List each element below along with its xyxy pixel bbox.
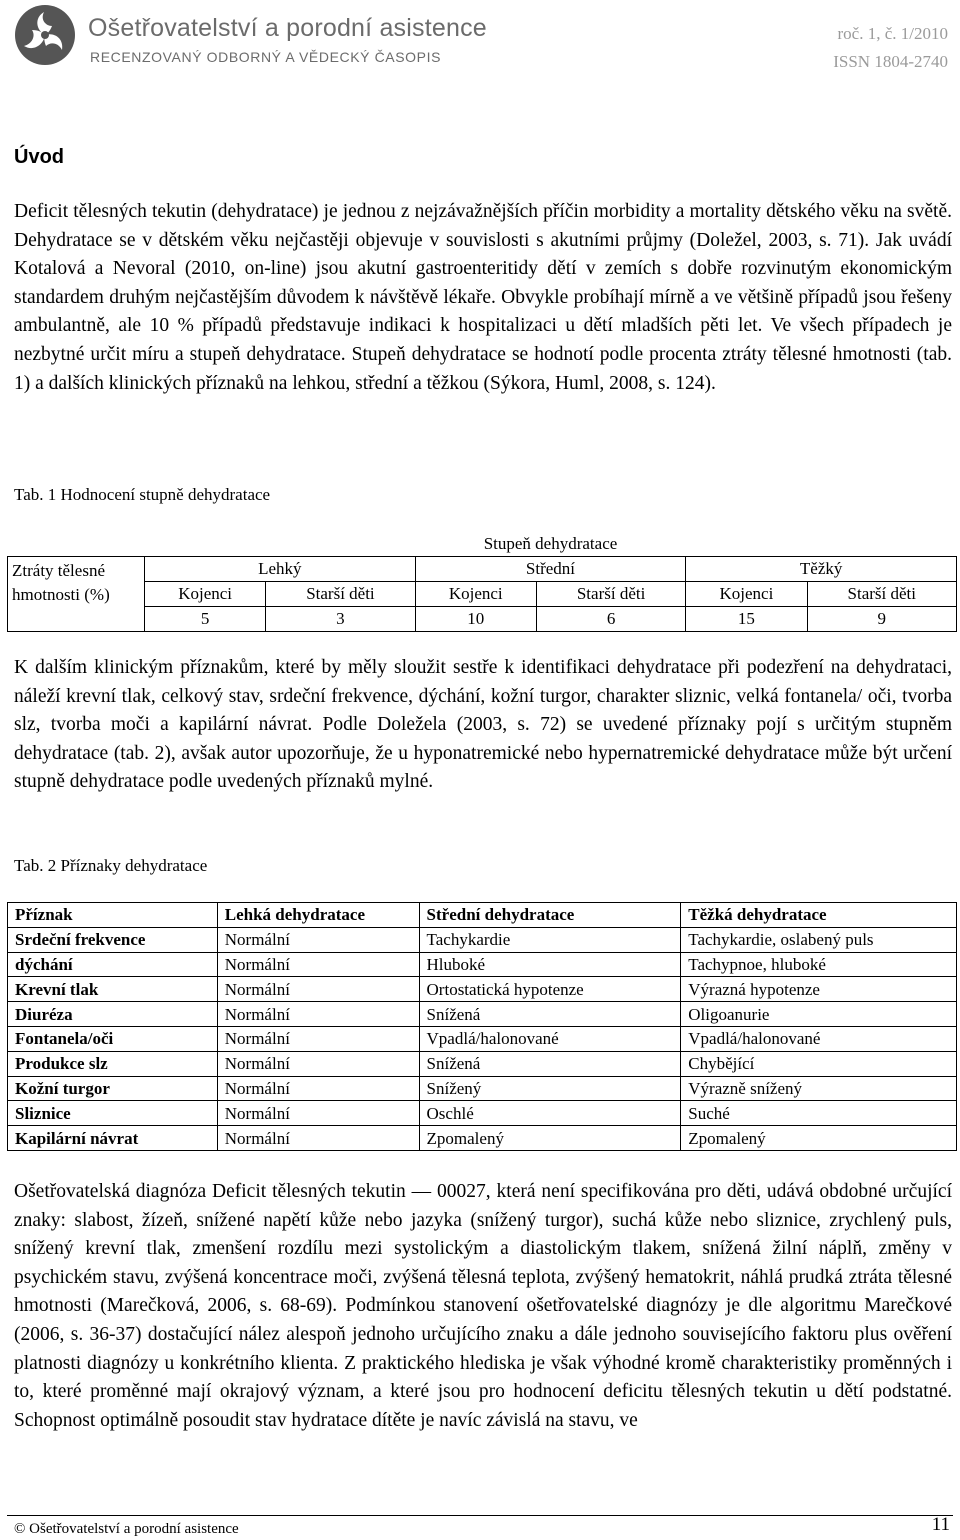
- table-row: [8, 952, 957, 977]
- dehydration-degree-table: [7, 531, 957, 632]
- symptom-cell: Krevní tlak: [8, 977, 218, 1002]
- column-header: Příznak: [8, 903, 218, 928]
- value-cell: 9: [807, 606, 956, 631]
- table-cell: Normální: [217, 1026, 419, 1051]
- table1-caption: Tab. 1 Hodnocení stupně dehydratace: [14, 485, 271, 504]
- subheader-cell: Starší děti: [536, 581, 685, 606]
- table-cell: Normální: [217, 1002, 419, 1027]
- symptom-cell: Srdeční frekvence: [8, 927, 218, 952]
- subheader-cell: Kojenci: [415, 581, 536, 606]
- value-cell: 5: [145, 606, 266, 631]
- table-cell: Ortostatická hypotenze: [419, 977, 681, 1002]
- page-number: 11: [931, 1514, 950, 1535]
- table-cell: Normální: [217, 977, 419, 1002]
- table-cell: Normální: [217, 952, 419, 977]
- subheader-cell: Kojenci: [686, 581, 807, 606]
- table-cell: Zpomalený: [419, 1126, 681, 1151]
- journal-title: Ošetřovatelství a porodní asistence: [88, 14, 487, 42]
- table-row-label: [8, 556, 145, 631]
- symptom-cell: Diuréza: [8, 1002, 218, 1027]
- journal-header: [0, 0, 960, 80]
- table-cell: Tachykardie: [419, 927, 681, 952]
- level-header: Střední: [415, 556, 686, 581]
- section-title: Úvod: [14, 146, 64, 168]
- table-cell: Hluboké: [419, 952, 681, 977]
- table-row: [8, 1126, 957, 1151]
- column-header: Lehká dehydratace: [217, 903, 419, 928]
- issue-number: roč. 1, č. 1/2010: [837, 24, 948, 43]
- table2-caption: Tab. 2 Příznaky dehydratace: [14, 856, 208, 875]
- table-row: [8, 1026, 957, 1051]
- table-row: [8, 606, 957, 631]
- table-cell: Oschlé: [419, 1101, 681, 1126]
- subheader-cell: Starší děti: [807, 581, 956, 606]
- journal-subtitle: RECENZOVANÝ ODBORNÝ A VĚDECKÝ ČASOPIS: [90, 49, 442, 65]
- table-cell: Normální: [217, 927, 419, 952]
- issn: ISSN 1804-2740: [833, 52, 948, 71]
- symptom-cell: Sliznice: [8, 1101, 218, 1126]
- table-row: [8, 927, 957, 952]
- table-row: [8, 581, 957, 606]
- level-header: Těžký: [686, 556, 957, 581]
- value-cell: 6: [536, 606, 685, 631]
- paragraph-diagnosis: Ošetřovatelská diagnóza Deficit tělesných tekutin — 00027, která není specifikována pro děti, udává obdobné určující znaky: slabost, žízeň, snížené napětí kůže nebo jazyka (snížený turgor), suchá kůže nebo sliznice, zrychlený puls, snížený krevní tlak, zmenšení rozdílu mezi systolickým a diastolickým tlakem, snížená žilní náplň, změny v psychickém stavu, zvýšená koncentrace moči, zvýšená tělesná teplota, zvýšený hematokrit, náhlá prudká ztráta tělesné hmotnosti (Marečková, 2006, s. 68-69). Podmínkou stanovení ošetřovatelské diagnózy je dle algoritmu Marečkové (2006, s. 36-37) dostačující nález alespoň jednoho určujícího znaku a dále jednoho souvisejícího faktoru plus ověření platnosti diagnózy u konkrétního klienta. Z praktického hlediska je však výhodné kromě charakteristiky proměnných i to, které proměnné mají okrajový význam, a které jsou pro hodnocení deficitu tělesných tekutin u dětí podstatné. Schopnost optimálně posoudit stav hydratace dítěte je navíc závislá na stavu, ve: [14, 1181, 952, 1431]
- symptom-cell: Kapilární návrat: [8, 1126, 218, 1151]
- table-row: [8, 1076, 957, 1101]
- table-cell: Tachykardie, oslabený puls: [681, 927, 957, 952]
- symptom-cell: dýchání: [8, 952, 218, 977]
- paragraph-intro: Deficit tělesných tekutin (dehydratace) je jednou z nejzávažnějších příčin morbidity a mortality dětského věku na světě. Dehydratace se v dětském věku nejčastěji objevuje v souvislosti s akutními průjmy (Doležel, 2003, s. 71). Jak uvádí Kotalová a Nevoral (2010, on-line) jsou akutní gastroenteritidy dětí v zemích s dobře rozvinutým ekonomickým standardem druhým nejčastějším důvodem k návštěvě lékaře. Obvykle probíhají mírně a ve většině případů jsou řešeny ambulantně, ale 10 % případů představuje indikaci k hospitalizaci u dětí mladších pěti let. Ve všech případech je nezbytné určit míru a stupeň dehydratace. Stupeň dehydratace se hodnotí podle procenta ztráty tělesné hmotnosti (tab. 1) a dalších klinických příznaků na lehkou, střední a těžkou (Sýkora, Huml, 2008, s. 124).: [14, 201, 952, 394]
- table-cell: Snížený: [419, 1076, 681, 1101]
- table-cell: Normální: [217, 1051, 419, 1076]
- column-header: Těžká dehydratace: [681, 903, 957, 928]
- table-row: [8, 1002, 957, 1027]
- table-cell: Vpadlá/halonované: [419, 1026, 681, 1051]
- footer-copyright: © Ošetřovatelství a porodní asistence: [14, 1521, 239, 1537]
- footer-divider: [7, 1515, 953, 1516]
- table-header-row: [8, 903, 957, 928]
- symptom-cell: Fontanela/oči: [8, 1026, 218, 1051]
- value-cell: 3: [266, 606, 415, 631]
- table-cell: Suché: [681, 1101, 957, 1126]
- triskelion-logo-icon: [14, 4, 76, 66]
- value-cell: 10: [415, 606, 536, 631]
- table-row: [8, 531, 957, 556]
- table-cell: Snížená: [419, 1051, 681, 1076]
- table-row: [8, 556, 957, 581]
- subheader-cell: Kojenci: [145, 581, 266, 606]
- value-cell: 15: [686, 606, 807, 631]
- symptom-cell: Kožní turgor: [8, 1076, 218, 1101]
- table-row: [8, 1101, 957, 1126]
- subheader-cell: Starší děti: [266, 581, 415, 606]
- table-row: [8, 977, 957, 1002]
- table-row: [8, 1051, 957, 1076]
- table-cell: Zpomalený: [681, 1126, 957, 1151]
- table-cell: Normální: [217, 1101, 419, 1126]
- paragraph-symptoms: K dalším klinickým příznakům, které by měly sloužit sestře k identifikaci dehydratace při podezření na dehydrataci, náleží krevní tlak, celkový stav, srdeční frekvence, dýchání, kožní turgor, charakter sliznic, velká fontanela/ oči, tvorba slz, tvorba moči a kapilární návrat. Podle Doležela (2003, s. 72) se uvedené příznaky pojí s určitým stupněm dehydratace (tab. 2), avšak autor upozorňuje, že u hyponatremické nebo hypernatremické dehydratace může být určení stupně dehydratace podle uvedených příznaků mylné.: [14, 657, 952, 793]
- level-header: Lehký: [145, 556, 416, 581]
- table-cell: Snížená: [419, 1002, 681, 1027]
- table-cell: Tachypnoe, hluboké: [681, 952, 957, 977]
- table-group-header: Stupeň dehydratace: [145, 531, 957, 556]
- table-cell: Výrazně snížený: [681, 1076, 957, 1101]
- column-header: Střední dehydratace: [419, 903, 681, 928]
- table-cell: Normální: [217, 1126, 419, 1151]
- table-cell: Oligoanurie: [681, 1002, 957, 1027]
- row-label-text: Ztráty tělesné hmotnosti (%): [12, 560, 110, 604]
- symptom-cell: Produkce slz: [8, 1051, 218, 1076]
- table-cell: Vpadlá/halonované: [681, 1026, 957, 1051]
- table-cell: Výrazná hypotenze: [681, 977, 957, 1002]
- table-cell: Normální: [217, 1076, 419, 1101]
- table-cell: Chybějící: [681, 1051, 957, 1076]
- dehydration-symptoms-table: [7, 902, 957, 1151]
